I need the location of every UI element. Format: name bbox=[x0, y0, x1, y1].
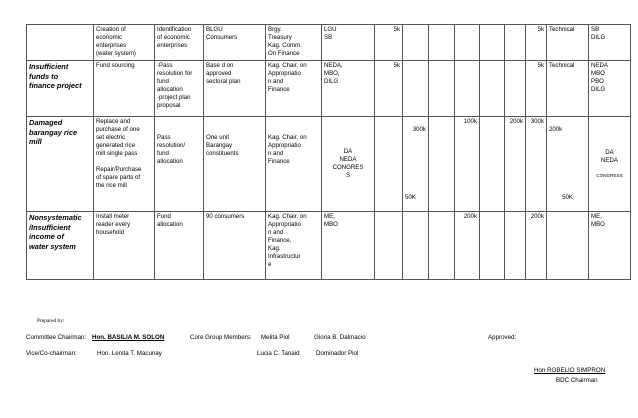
vice-chair-label: Vice/Co-chairman: bbox=[26, 350, 77, 357]
target-cell: Base d on approved sectoral plan bbox=[204, 61, 266, 117]
remarks-cell bbox=[547, 117, 589, 212]
table-row bbox=[27, 117, 631, 212]
approver-name: Hon ROBELIO SIMPRON bbox=[534, 367, 606, 374]
responsible-cell: Kag. Chair. on Appropriatio n and Finance bbox=[266, 117, 322, 212]
support-cell: ME, MBO bbox=[589, 212, 631, 280]
activity-cell: Install meter reader every household bbox=[94, 212, 155, 280]
activity-cell: Fund sourcing bbox=[94, 61, 155, 117]
core-member-name: Lucia C. Tanaid bbox=[257, 350, 300, 357]
budget-cell: 300k bbox=[526, 117, 547, 212]
committee-chair-signature: Hon. BASILIA M. SOLON bbox=[92, 334, 165, 341]
issue-cell: Insufficient funds to finance project bbox=[27, 61, 94, 117]
budget-cell: 100k bbox=[455, 117, 480, 212]
approver-title: BDC Chairman bbox=[556, 377, 598, 384]
funding-cell: ME, MBO bbox=[322, 212, 375, 280]
budget-cell bbox=[505, 25, 526, 61]
budget-cell bbox=[455, 61, 480, 117]
table-row bbox=[27, 212, 631, 280]
core-member-name: Gloria B. Dalmacio bbox=[314, 334, 366, 341]
remarks-cell bbox=[547, 212, 589, 280]
budget-cell bbox=[480, 61, 505, 117]
spacer bbox=[405, 134, 426, 194]
activity-cell: Creation of economic enterprises (water system) bbox=[94, 25, 155, 61]
table-row bbox=[27, 25, 631, 61]
committee-chair-name bbox=[92, 334, 164, 341]
budget-cell bbox=[480, 212, 505, 280]
vice-chair-name: Hon. Lenita T. Macunay bbox=[97, 350, 162, 357]
remarks-stack bbox=[549, 126, 586, 202]
amount-cell bbox=[375, 212, 403, 280]
strategy-cell: Fund allocation bbox=[155, 212, 204, 280]
strategy-cell: -Pass resolution for fund allocation -project plan proposal bbox=[155, 61, 204, 117]
prepared-by-label: Prepared by: bbox=[37, 318, 65, 324]
funding-cell: LGU SB bbox=[322, 25, 375, 61]
budget-cell bbox=[455, 25, 480, 61]
core-member-name: Melita Piol bbox=[261, 334, 290, 341]
budget-cell: 200k bbox=[526, 212, 547, 280]
spacer bbox=[549, 134, 586, 194]
budget-cell bbox=[505, 61, 526, 117]
strategy-cell: Identification of economic enterprises bbox=[155, 25, 204, 61]
funding-cell: DA NEDA CONGRES S bbox=[322, 117, 375, 212]
responsible-cell: Brgy. Treasury Kag. Comm. On Finance bbox=[266, 25, 322, 61]
budget-cell: 5k bbox=[526, 25, 547, 61]
core-member-name: Dominador Piol bbox=[316, 350, 359, 357]
amount-cell: 5k bbox=[375, 61, 403, 117]
target-cell: BLGU Consumers bbox=[204, 25, 266, 61]
budget-cell: 200k bbox=[455, 212, 480, 280]
budget-cell bbox=[403, 117, 429, 212]
budget-cell: 200k bbox=[505, 117, 526, 212]
budget-stack bbox=[405, 126, 426, 202]
amount-cell bbox=[375, 117, 403, 212]
support-agency-small: CONGRESS bbox=[596, 173, 623, 179]
support-agencies: DA NEDA bbox=[601, 148, 618, 164]
budget-cell bbox=[480, 117, 505, 212]
funding-cell: NEDA, MBO, DILG bbox=[322, 61, 375, 117]
budget-value: 50K bbox=[405, 194, 416, 201]
budget-cell bbox=[403, 212, 429, 280]
issue-cell: Nonsystematic /Insufficient income of water system bbox=[27, 212, 94, 280]
budget-cell bbox=[505, 212, 526, 280]
issue-cell: Damaged barangay rice mill bbox=[27, 117, 94, 212]
budget-cell bbox=[429, 25, 455, 61]
remarks-cell: Technical bbox=[547, 25, 589, 61]
budget-cell bbox=[429, 212, 455, 280]
strategy-cell: Pass resolution/ fund allocation bbox=[155, 117, 204, 212]
remarks-cell: Technical bbox=[547, 61, 589, 117]
support-cell bbox=[589, 117, 631, 212]
responsible-cell: Kag. Chair. on Appropriatio n and Finance bbox=[266, 61, 322, 117]
budget-cell bbox=[403, 61, 429, 117]
target-cell: One unit Barangay constituents bbox=[204, 117, 266, 212]
remarks-value: 200k bbox=[549, 126, 563, 134]
committee-chair-label: Committee Chairman: bbox=[26, 334, 87, 341]
budget-cell bbox=[480, 25, 505, 61]
core-group-label: Core Group Members: bbox=[190, 334, 252, 341]
budget-cell bbox=[429, 61, 455, 117]
budget-cell: 5k bbox=[526, 61, 547, 117]
amount-cell: 5k bbox=[375, 25, 403, 61]
issue-cell bbox=[27, 25, 94, 61]
budget-value: 300k bbox=[412, 126, 426, 134]
support-cell: SB DILG bbox=[589, 25, 631, 61]
budget-cell bbox=[429, 117, 455, 212]
target-cell: 90 consumers bbox=[204, 212, 266, 280]
table-row bbox=[27, 61, 631, 117]
activity-cell: Replace and purchase of one set electric generated rice mill single pass Repair/Purchase of spare parts of the rice mill bbox=[94, 117, 155, 212]
plan-table bbox=[26, 24, 631, 280]
budget-cell bbox=[403, 25, 429, 61]
approved-label: Approved: bbox=[488, 334, 517, 341]
remarks-value: 50K bbox=[562, 194, 573, 201]
responsible-cell: Kag. Chair. on Appropriatio n and Finance, Kag. Infrastructur e bbox=[266, 212, 322, 280]
support-cell: NEDA MBO PBO DILG bbox=[589, 61, 631, 117]
